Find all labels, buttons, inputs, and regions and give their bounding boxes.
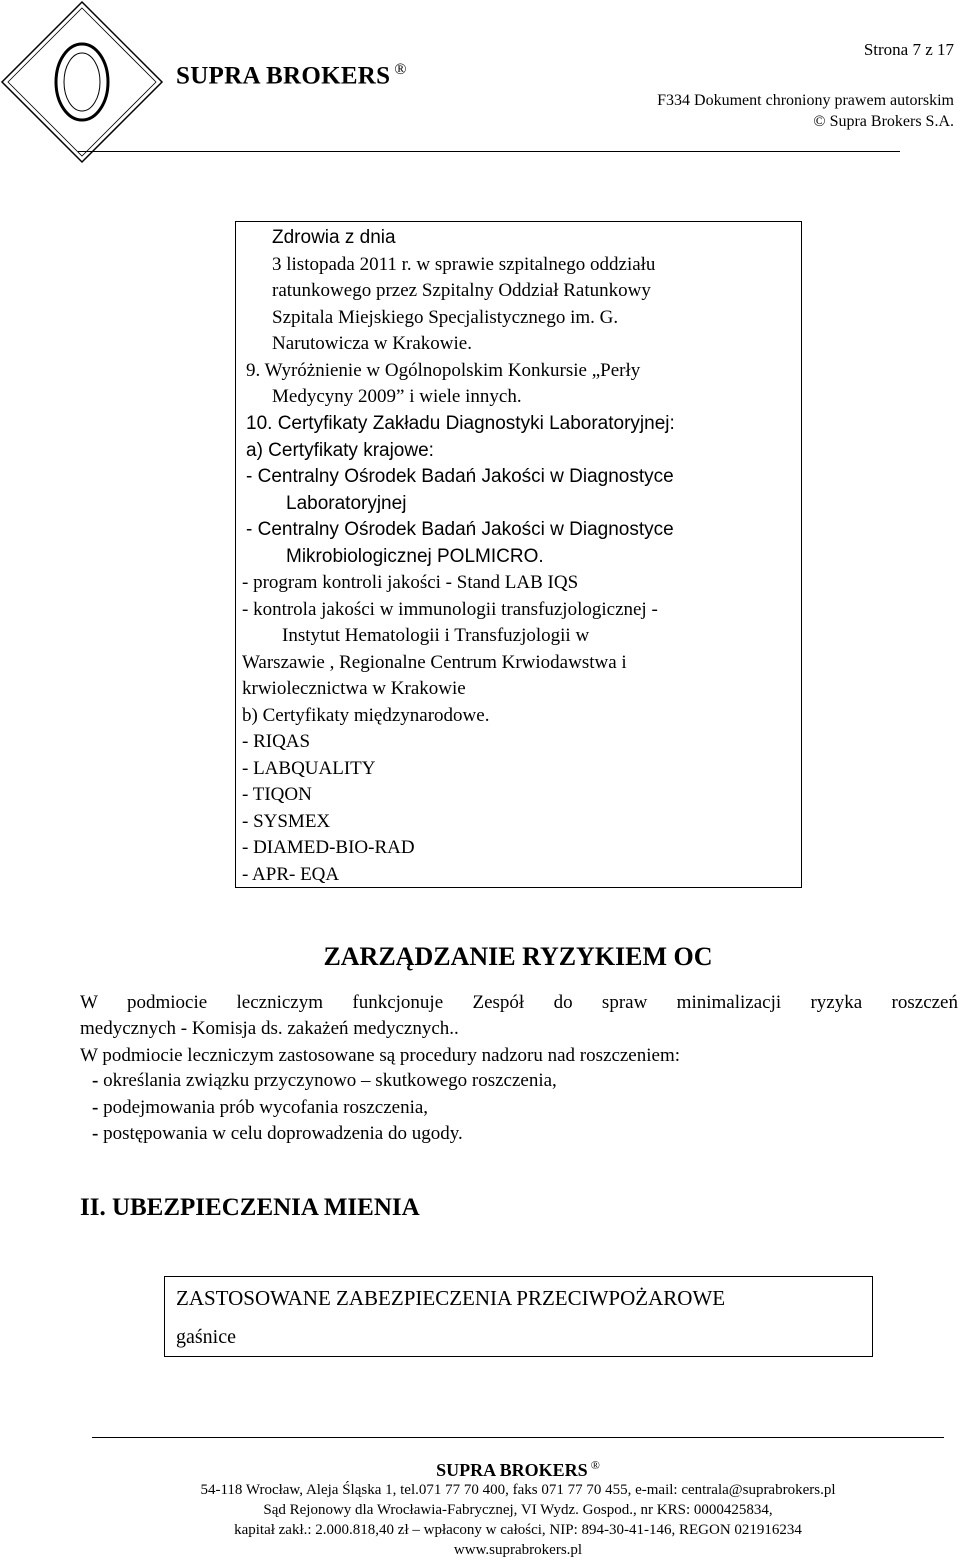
list-item: - podejmowania prób wycofania roszczenia, (92, 1097, 429, 1118)
box-line: Zdrowia z dnia (272, 227, 396, 248)
insurance-heading: II. UBEZPIECZENIA MIENIA (80, 1194, 420, 1221)
footer-address: 54-118 Wrocław, Aleja Śląska 1, tel.071 77 70 400, faks 071 77 70 455, e-mail: centrala@suprabrokers.pl (200, 1482, 836, 1498)
box-line: - Centralny Ośrodek Badań Jakości w Diagnostyce (246, 519, 674, 540)
fire-protection-table (164, 1276, 873, 1357)
list-item: - postępowania w celu doprowadzenia do ugody. (92, 1123, 463, 1144)
risk-paragraph-line: W podmiocie leczniczym funkcjonuje Zespół do spraw minimalizacji ryzyka roszczeń (80, 992, 958, 1013)
box-line: 3 listopada 2011 r. w sprawie szpitalnego oddziału (272, 254, 656, 275)
supra-brokers-logo (0, 0, 180, 165)
box-line: - program kontroli jakości - Stand LAB IQS (242, 572, 579, 593)
box-line: - APR- EQA (242, 864, 340, 885)
box-line: Medycyny 2009” i wiele innych. (272, 386, 522, 407)
table-header: ZASTOSOWANE ZABEZPIECZENIA PRZECIWPOŻAROWE (176, 1286, 726, 1310)
box-line: - LABQUALITY (242, 758, 376, 779)
box-line: krwiolecznictwa w Krakowie (242, 678, 466, 699)
box-line: Narutowicza w Krakowie. (272, 333, 472, 354)
header-divider (78, 151, 900, 152)
header-brand: SUPRA BROKERS ® (176, 61, 407, 90)
box-line: - TIQON (242, 784, 312, 805)
box-line: - DIAMED-BIO-RAD (242, 837, 415, 858)
box-line: ratunkowego przez Szpitalny Oddział Ratunkowy (272, 280, 651, 301)
risk-paragraph-line: medycznych - Komisja ds. zakażeń medycznych.. (80, 1018, 459, 1039)
box-line: - Centralny Ośrodek Badań Jakości w Diagnostyce (246, 466, 674, 487)
accreditation-box (235, 221, 802, 888)
table-cell: gaśnice (176, 1326, 236, 1348)
risk-procedures-intro: W podmiocie leczniczym zastosowane są procedury nadzoru nad roszczeniem: (80, 1045, 681, 1066)
copyright-note: F334 Dokument chroniony prawem autorskim © Supra Brokers S.A. (657, 92, 954, 130)
footer-website: www.suprabrokers.pl (453, 1542, 583, 1558)
risk-heading: ZARZĄDZANIE RYZYKIEM OC (323, 942, 713, 971)
box-line: - RIQAS (242, 731, 311, 752)
list-item: - określania związku przyczynowo – skutkowego roszczenia, (92, 1070, 557, 1091)
box-line: Szpitala Miejskiego Specjalistycznego im. G. (272, 307, 619, 328)
box-line: b) Certyfikaty międzynarodowe. (242, 705, 490, 726)
box-line: a) Certyfikaty krajowe: (246, 440, 434, 461)
footer-divider (92, 1437, 944, 1438)
box-line: 9. Wyróżnienie w Ogólnopolskim Konkursie „Perły (246, 360, 641, 381)
footer-court: Sąd Rejonowy dla Wrocławia-Fabrycznej, VI Wydz. Gospod., nr KRS: 0000425834, (263, 1502, 773, 1518)
box-line: Mikrobiologicznej POLMICRO. (286, 546, 544, 567)
box-line: - kontrola jakości w immunologii transfuzjologicznej - (242, 599, 658, 620)
box-line: - SYSMEX (242, 811, 331, 832)
footer-capital: kapitał zakł.: 2.000.818,40 zł – wpłacony w całości, NIP: 894-30-41-146, REGON 021916234 (234, 1522, 802, 1538)
box-line: Warszawie , Regionalne Centrum Krwiodawstwa i (242, 652, 627, 673)
box-line: Instytut Hematologii i Transfuzjologii w (282, 625, 590, 646)
footer-brand: SUPRA BROKERS ® (436, 1458, 600, 1480)
box-line: Laboratoryjnej (286, 493, 407, 514)
page-number: Strona 7 z 17 (863, 40, 954, 59)
box-line: 10. Certyfikaty Zakładu Diagnostyki Laboratoryjnej: (246, 413, 675, 434)
